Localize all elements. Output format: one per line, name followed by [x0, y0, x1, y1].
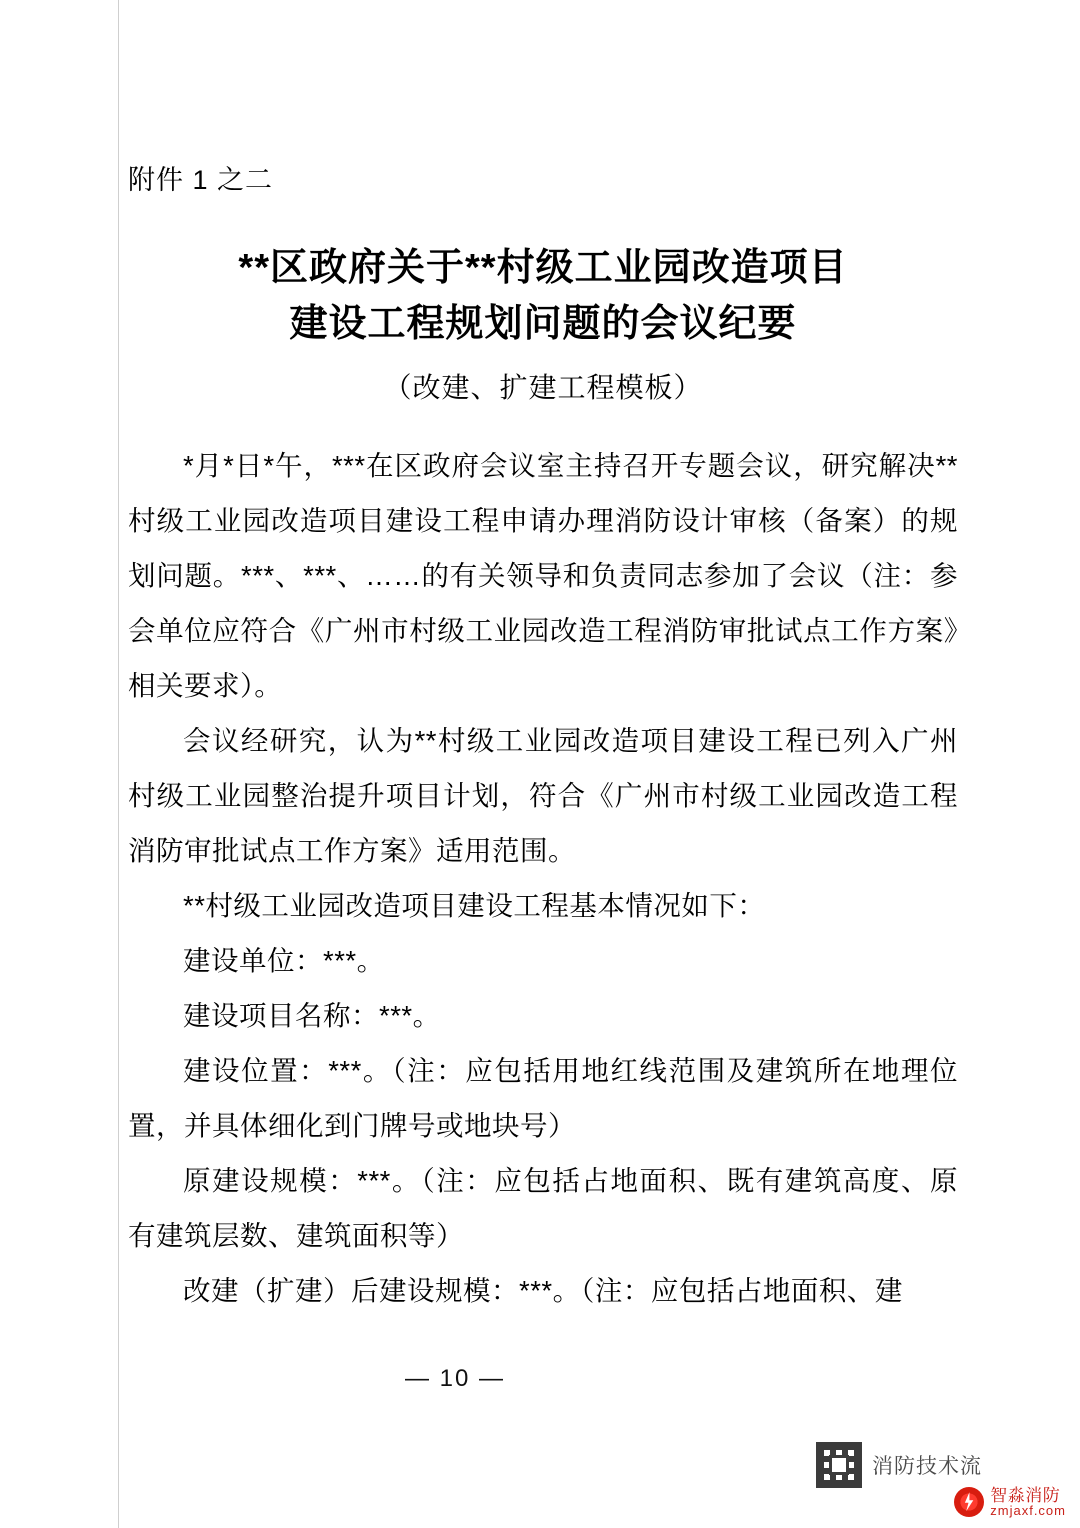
body-paragraphs — [128, 438, 958, 1318]
paragraph: 改建（扩建）后建设规模：***。（注：应包括占地面积、建 — [183, 1275, 903, 1306]
paragraph: **村级工业园改造项目建设工程基本情况如下： — [183, 890, 766, 921]
page-title-line-1: **区政府关于**村级工业园改造项目 — [238, 247, 848, 289]
paragraph: 建设项目名称：***。 — [183, 1000, 441, 1031]
page-subtitle: （改建、扩建工程模板） — [383, 372, 703, 403]
watermark-brand-cn: 智淼消防 — [990, 1485, 1061, 1505]
attachment-label: 附件 1 之二 — [128, 165, 274, 195]
paragraph: *月*日*午，***在区政府会议室主持召开专题会议，研究解决**村级工业园改造项目建设工程申请办理消防设计审核（备案）的规划问题。***、***、……的有关领导和负责同志参加了会议（注：参会单位应符合《广州市村级工业园改造工程消防审批试点工作方案》相关要求）。 — [128, 450, 958, 701]
paragraph: 会议经研究，认为**村级工业园改造项目建设工程已列入广州村级工业园整治提升项目计划，符合《广州市村级工业园改造工程消防审批试点工作方案》适用范围。 — [128, 725, 958, 866]
flame-logo-icon — [954, 1487, 984, 1517]
paragraph: 建设位置：***。（注：应包括用地红线范围及建筑所在地理位置，并具体细化到门牌号或地块号） — [128, 1055, 958, 1141]
page-number — [0, 1365, 1080, 1393]
margin-rule — [118, 0, 119, 1528]
page-number-value: — 10 — — [404, 1365, 506, 1392]
paragraph: 原建设规模：***。（注：应包括占地面积、既有建筑高度、原有建筑层数、建筑面积等） — [128, 1165, 958, 1251]
watermark-follow-label: 消防技术流 — [872, 1455, 982, 1478]
qr-code-icon — [816, 1442, 862, 1488]
watermark-brand-text — [990, 1487, 1066, 1518]
page-title — [163, 240, 923, 352]
watermark-brand-en: zmjaxf.com — [990, 1503, 1066, 1519]
watermark-brand — [954, 1487, 1066, 1518]
watermark — [816, 1432, 1066, 1518]
watermark-follow — [816, 1442, 982, 1488]
paragraph: 建设单位：***。 — [183, 945, 385, 976]
page-title-line-2: 建设工程规划问题的会议纪要 — [289, 303, 797, 345]
document-body — [128, 160, 958, 1318]
